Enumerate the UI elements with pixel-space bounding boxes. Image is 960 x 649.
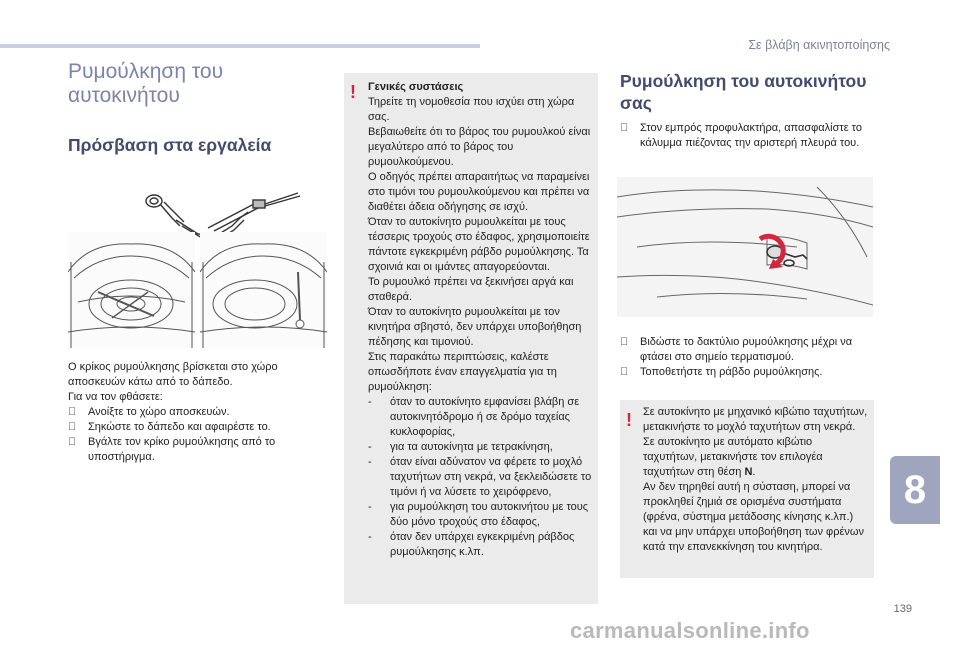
list-item xyxy=(368,530,594,560)
trunk-spare-wheel-illustration xyxy=(68,232,195,348)
case-item: όταν είναι αδύνατον να φέρετε το μοχλό ταχυτήτων στη νεκρά, να ξεκλειδώσετε το τιμόνι ή να λύσετε το χειρόφρενο, xyxy=(390,456,592,498)
gearbox-warning-text xyxy=(643,405,869,555)
advice-paragraph: Όταν το αυτοκίνητο ρυμουλκείται με τους τέσσερις τροχούς στο έδαφος, χρησιμοποιείτε πάντοτε εγκεκριμένη ράβδο ρυμούλκησης. Τα σχοινιά και οι ιμάντες απαγορεύονται. xyxy=(368,216,590,273)
tools-access-heading: Πρόσβαση στα εργαλεία xyxy=(68,135,272,155)
advice-paragraph: Τηρείτε τη νομοθεσία που ισχύει στη χώρα σας. xyxy=(368,96,575,123)
advice-paragraph: Ο οδηγός πρέπει απαραιτήτως να παραμείνει στο τιμόνι του ρυμουλκούμενου και πρέπει να διαθέτει άδεια οδήγησης σε ισχύ. xyxy=(368,171,590,213)
towing-title: Ρυμούλκηση του αυτοκινήτου xyxy=(68,60,224,107)
dash-marker: - xyxy=(368,396,372,408)
step-unclip-cover: Στον εμπρός προφυλακτήρα, απασφαλίστε το κάλυμμα πιέζοντας την αριστερή πλευρά του. xyxy=(640,122,862,149)
automatic-warning-end: . xyxy=(752,466,756,478)
trunk-floor-removed-illustration xyxy=(200,232,327,348)
case-item: για τα αυτοκίνητα με τετρακίνηση, xyxy=(390,441,553,453)
chapter-tab: 8 xyxy=(890,456,940,524)
right-column xyxy=(620,70,874,114)
list-item xyxy=(368,500,594,530)
advice-paragraph: Στις παρακάτω περιπτώσεις, καλέστε οπωσδήποτε έναν επαγγελματία για τη ρυμούλκηση: xyxy=(368,351,557,393)
left-column xyxy=(68,60,330,156)
step-remove-floor: Σηκώστε το δάπεδο και αφαιρέστε το. xyxy=(88,421,271,433)
towing-eye-location-text: Ο κρίκος ρυμούλκησης βρίσκεται στο χώρο αποσκευών κάτω από το δάπεδο. xyxy=(68,361,278,388)
dash-marker: - xyxy=(368,441,372,453)
towing-your-car-heading: Ρυμούλκηση του αυτοκινήτου σας xyxy=(620,71,867,113)
list-item xyxy=(368,455,594,500)
bullet-arrow-icon xyxy=(620,121,640,151)
automatic-warning-text: Σε αυτοκίνητο με αυτόματο κιβώτιο ταχυτήτων, μετακινήστε τον επιλογέα ταχυτήτων στη θέση xyxy=(643,436,823,478)
bullet-arrow-icon xyxy=(620,335,640,365)
general-advice-title: Γενικές συστάσεις xyxy=(368,81,464,93)
bullet-arrow-icon xyxy=(620,365,640,380)
warning-icon: ! xyxy=(626,410,632,430)
step-fit-bar: Τοποθετήστε τη ράβδο ρυμούλκησης. xyxy=(640,366,823,378)
header-bar xyxy=(0,44,480,48)
damage-warning: Αν δεν τηρηθεί αυτή η σύσταση, μπορεί να προκληθεί ζημιά σε ορισμένα συστήματα (φρένα, σύστημα μετάδοσης κίνησης κ.λπ.) και να μην υπάρχει υποβοήθηση των φρένων κατά την επανεκκίνηση του κινητήρα. xyxy=(643,481,864,553)
list-item xyxy=(620,121,874,151)
automatic-gearbox-warning xyxy=(643,435,869,480)
advice-paragraph: Όταν το αυτοκίνητο ρυμουλκείται με τον κινητήρα σβηστό, δεν υπάρχει υποβοήθηση πέδησης και τιμονιού. xyxy=(368,306,582,348)
watermark: carmanualsonline.info xyxy=(570,618,810,643)
section-header-title: Σε βλάβη ακινητοποίησης xyxy=(748,38,890,52)
dash-marker: - xyxy=(368,501,372,513)
dash-marker: - xyxy=(368,456,372,468)
tools-access-text xyxy=(68,360,330,465)
list-item xyxy=(368,440,594,455)
case-item: για ρυμούλκηση του αυτοκινήτου με τους δύο μόνο τροχούς στο έδαφος, xyxy=(390,501,589,528)
list-item xyxy=(68,405,330,420)
neutral-position-label: N xyxy=(744,466,753,478)
list-item xyxy=(368,395,594,440)
warning-icon: ! xyxy=(350,82,356,102)
case-item: όταν δεν υπάρχει εγκεκριμένη ράβδος ρυμούλκησης κ.λπ. xyxy=(390,531,575,558)
bullet-arrow-icon xyxy=(68,435,88,465)
manual-gearbox-warning: Σε αυτοκίνητο με μηχανικό κιβώτιο ταχυτήτων, μετακινήστε το μοχλό ταχυτήτων στη νεκρά. xyxy=(643,406,868,433)
step-screw-eye: Βιδώστε το δακτύλιο ρυμούλκησης μέχρι να φτάσει στο σημείο τερματισμού. xyxy=(640,336,853,363)
bullet-arrow-icon xyxy=(68,420,88,435)
bullet-arrow-icon xyxy=(68,405,88,420)
step-take-eye: Βγάλτε τον κρίκο ρυμούλκησης από το υποστήριγμα. xyxy=(88,436,276,463)
list-item xyxy=(620,335,874,365)
list-item xyxy=(68,435,330,465)
step-open-boot: Ανοίξτε το χώρο αποσκευών. xyxy=(88,406,230,418)
case-item: όταν το αυτοκίνητο εμφανίσει βλάβη σε αυτοκινητόδρομο ή σε δρόμο ταχείας κυκλοφορίας, xyxy=(390,396,580,438)
page-number: 139 xyxy=(893,603,912,615)
advice-paragraph: Βεβαιωθείτε ότι το βάρος του ρυμουλκού είναι μεγαλύτερο από το βάρος του ρυμουλκούμενου. xyxy=(368,126,591,168)
access-label: Για να τον φθάσετε: xyxy=(68,391,163,403)
general-advice-text xyxy=(368,80,594,560)
front-bumper-towing-eye-illustration xyxy=(617,177,873,317)
list-item xyxy=(68,420,330,435)
advice-paragraph: Το ρυμουλκό πρέπει να ξεκινήσει αργά και σταθερά. xyxy=(368,276,574,303)
front-cover-instructions xyxy=(620,121,874,151)
dash-marker: - xyxy=(368,531,372,543)
list-item xyxy=(620,365,874,380)
fit-towing-eye-instructions xyxy=(620,335,874,380)
